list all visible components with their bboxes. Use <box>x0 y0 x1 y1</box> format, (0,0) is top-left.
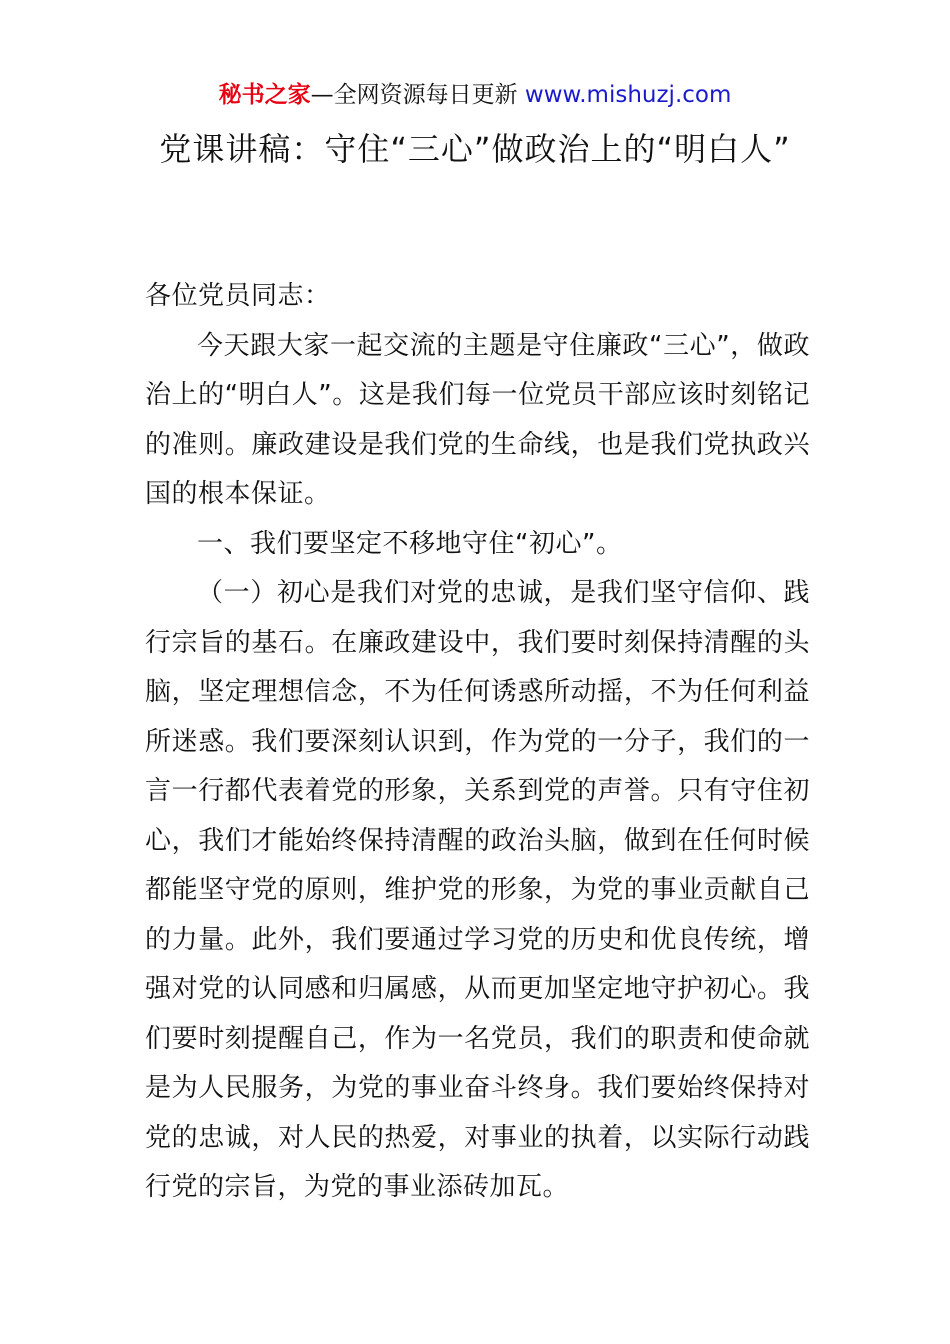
paragraph-intro: 今天跟大家一起交流的主题是守住廉政“三心”，做政治上的“明白人”。这是我们每一位党员干部应该时刻铭记的准则。廉政建设是我们党的生命线，也是我们党执政兴国的根本保证。 <box>145 330 810 509</box>
document-body <box>145 272 810 1213</box>
site-header <box>0 78 950 112</box>
site-url-link[interactable]: www.mishuzj.com <box>524 82 732 108</box>
document-title: 党课讲稿：守住“三心”做政治上的“明白人” <box>159 130 791 168</box>
paragraph-1-1: （一）初心是我们对党的忠诚，是我们坚守信仰、践行宗旨的基石。在廉政建设中，我们要时刻保持清醒的头脑，坚定理想信念，不为任何诱惑所动摇，不为任何利益所迷惑。我们要深刻认识到，作为党的一分子，我们的一言一行都代表着党的形象，关系到党的声誉。只有守住初心，我们才能始终保持清醒的政治头脑，做到在任何时候都能坚守党的原则，维护党的形象，为党的事业贡献自己的力量。此外，我们要通过学习党的历史和优良传统，增强对党的认同感和归属感，从而更加坚定地守护初心。我们要时刻提醒自己，作为一名党员，我们的职责和使命就是为人民服务，为党的事业奋斗终身。我们要始终保持对党的忠诚，对人民的热爱，对事业的执着，以实际行动践行党的宗旨，为党的事业添砖加瓦。 <box>145 578 810 1202</box>
section-heading-1: 一、我们要坚定不移地守住“初心”。 <box>197 528 623 559</box>
site-name: 秘书之家 <box>218 82 311 108</box>
salutation: 各位党员同志： <box>145 281 331 311</box>
site-tagline: —全网资源每日更新 <box>310 82 518 108</box>
